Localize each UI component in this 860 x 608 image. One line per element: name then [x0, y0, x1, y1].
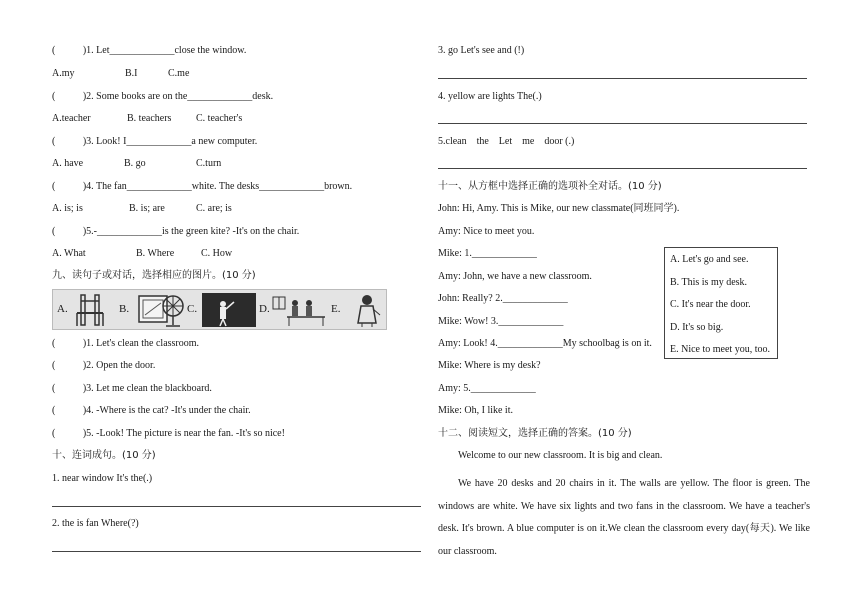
dialogue-line: Amy: 5._____________ [438, 383, 536, 394]
q8-item-2: ( )2. Some books are on the_____________desk. [52, 91, 274, 102]
section9-item-3: ( )3. Let me clean the blackboard. [52, 383, 212, 394]
q8-item-4: ( )4. The fan_____________white. The desks_____________brown. [52, 181, 353, 192]
picture-label-a: A. [57, 303, 68, 315]
q8-option: C. teacher's [196, 113, 243, 124]
section9-item-4: ( )4. -Where is the cat? -It's under the chair. [52, 405, 251, 416]
answer-line [52, 506, 421, 507]
section10-item-5: 5.clean the Let me door (.) [438, 136, 575, 147]
q8-option: A. What [52, 248, 86, 259]
passage-paragraph-1: Welcome to our new classroom. It is big and clean. [458, 450, 663, 461]
q8-option: B. Where [136, 248, 175, 259]
q8-option: A.my [52, 68, 75, 79]
section9-item-5: ( )5. -Look! The picture is near the fan. -It's so nice! [52, 428, 285, 439]
q8-option: B.I [125, 68, 138, 79]
picture-label-c: C. [187, 303, 198, 315]
blackboard-picture [201, 292, 257, 328]
section9-title: 九、读句子或对话，选择相应的图片。(10 分) [52, 270, 256, 281]
q8-option: C.turn [196, 158, 222, 169]
girl-picture [347, 293, 385, 327]
dialogue-line: Amy: Look! 4._____________My schoolbag is on it. [438, 338, 652, 349]
section10-item-2: 2. the is fan Where(?) [52, 518, 139, 529]
dialogue-line: John: Hi, Amy. This is Mike, our new classmate(同班同学). [438, 203, 680, 214]
dialogue-line: Mike: Oh, I like it. [438, 405, 513, 416]
box-option-c: C. It's near the door. [670, 299, 751, 310]
section9-item-2: ( )2. Open the door. [52, 360, 156, 371]
box-option-d: D. It's so big. [670, 322, 724, 333]
picture-label-e: E. [331, 303, 341, 315]
box-option-a: A. Let's go and see. [670, 254, 749, 265]
q8-option: B. go [124, 158, 146, 169]
section12-title: 十二、阅读短文，选择正确的答案。(10 分) [438, 428, 632, 439]
dialogue-line: Mike: Wow! 3._____________ [438, 316, 564, 327]
q8-option: B. teachers [127, 113, 172, 124]
q8-item-3: ( )3. Look! I_____________a new computer. [52, 136, 258, 147]
section10-title: 十、连词成句。(10 分) [52, 450, 156, 461]
q8-option: C. How [201, 248, 233, 259]
dialogue-line: Mike: 1._____________ [438, 248, 537, 259]
answer-line [438, 123, 807, 124]
dialogue-line: Mike: Where is my desk? [438, 360, 541, 371]
q8-option: A. have [52, 158, 84, 169]
q8-option: A. is; is [52, 203, 83, 214]
dialogue-line: Amy: Nice to meet you. [438, 226, 535, 237]
chair-picture [71, 293, 111, 327]
options-box [664, 247, 778, 359]
section10-item-4: 4. yellow are lights The(.) [438, 91, 542, 102]
dialogue-line: Amy: John, we have a new classroom. [438, 271, 592, 282]
dialogue-line: John: Really? 2._____________ [438, 293, 568, 304]
classroom-picture [269, 293, 329, 327]
picture-label-b: B. [119, 303, 130, 315]
picture-strip [52, 289, 387, 330]
answer-line [438, 168, 807, 169]
section9-item-1: ( )1. Let's clean the classroom. [52, 338, 200, 349]
q8-item-1: ( )1. Let_____________close the window. [52, 45, 247, 56]
q8-option: C.me [168, 68, 190, 79]
section10-item-1: 1. near window It's the(.) [52, 473, 153, 484]
box-option-e: E. Nice to meet you, too. [670, 344, 770, 355]
q8-option: A.teacher [52, 113, 91, 124]
section10-item-3: 3. go Let's see and (!) [438, 45, 525, 56]
q8-option: B. is; are [129, 203, 165, 214]
picture-label-d: D. [259, 303, 270, 315]
section11-title: 十一、从方框中选择正确的选项补全对话。(10 分) [438, 181, 662, 192]
fan-picture [153, 293, 193, 327]
answer-line [438, 78, 807, 79]
answer-line [52, 551, 421, 552]
box-option-b: B. This is my desk. [670, 277, 748, 288]
passage-paragraph-2: We have 20 desks and 20 chairs in it. The walls are yellow. The floor is green. The windows are white. We have six lights and two fans in the classroom. We have a teacher's desk. It's brown. A blue computer is on it.We clean the classroom every day(每天). We like our classroom. [438, 478, 810, 557]
q8-option: C. are; is [196, 203, 232, 214]
q8-item-5: ( )5.-_____________is the green kite? -It's on the chair. [52, 226, 300, 237]
